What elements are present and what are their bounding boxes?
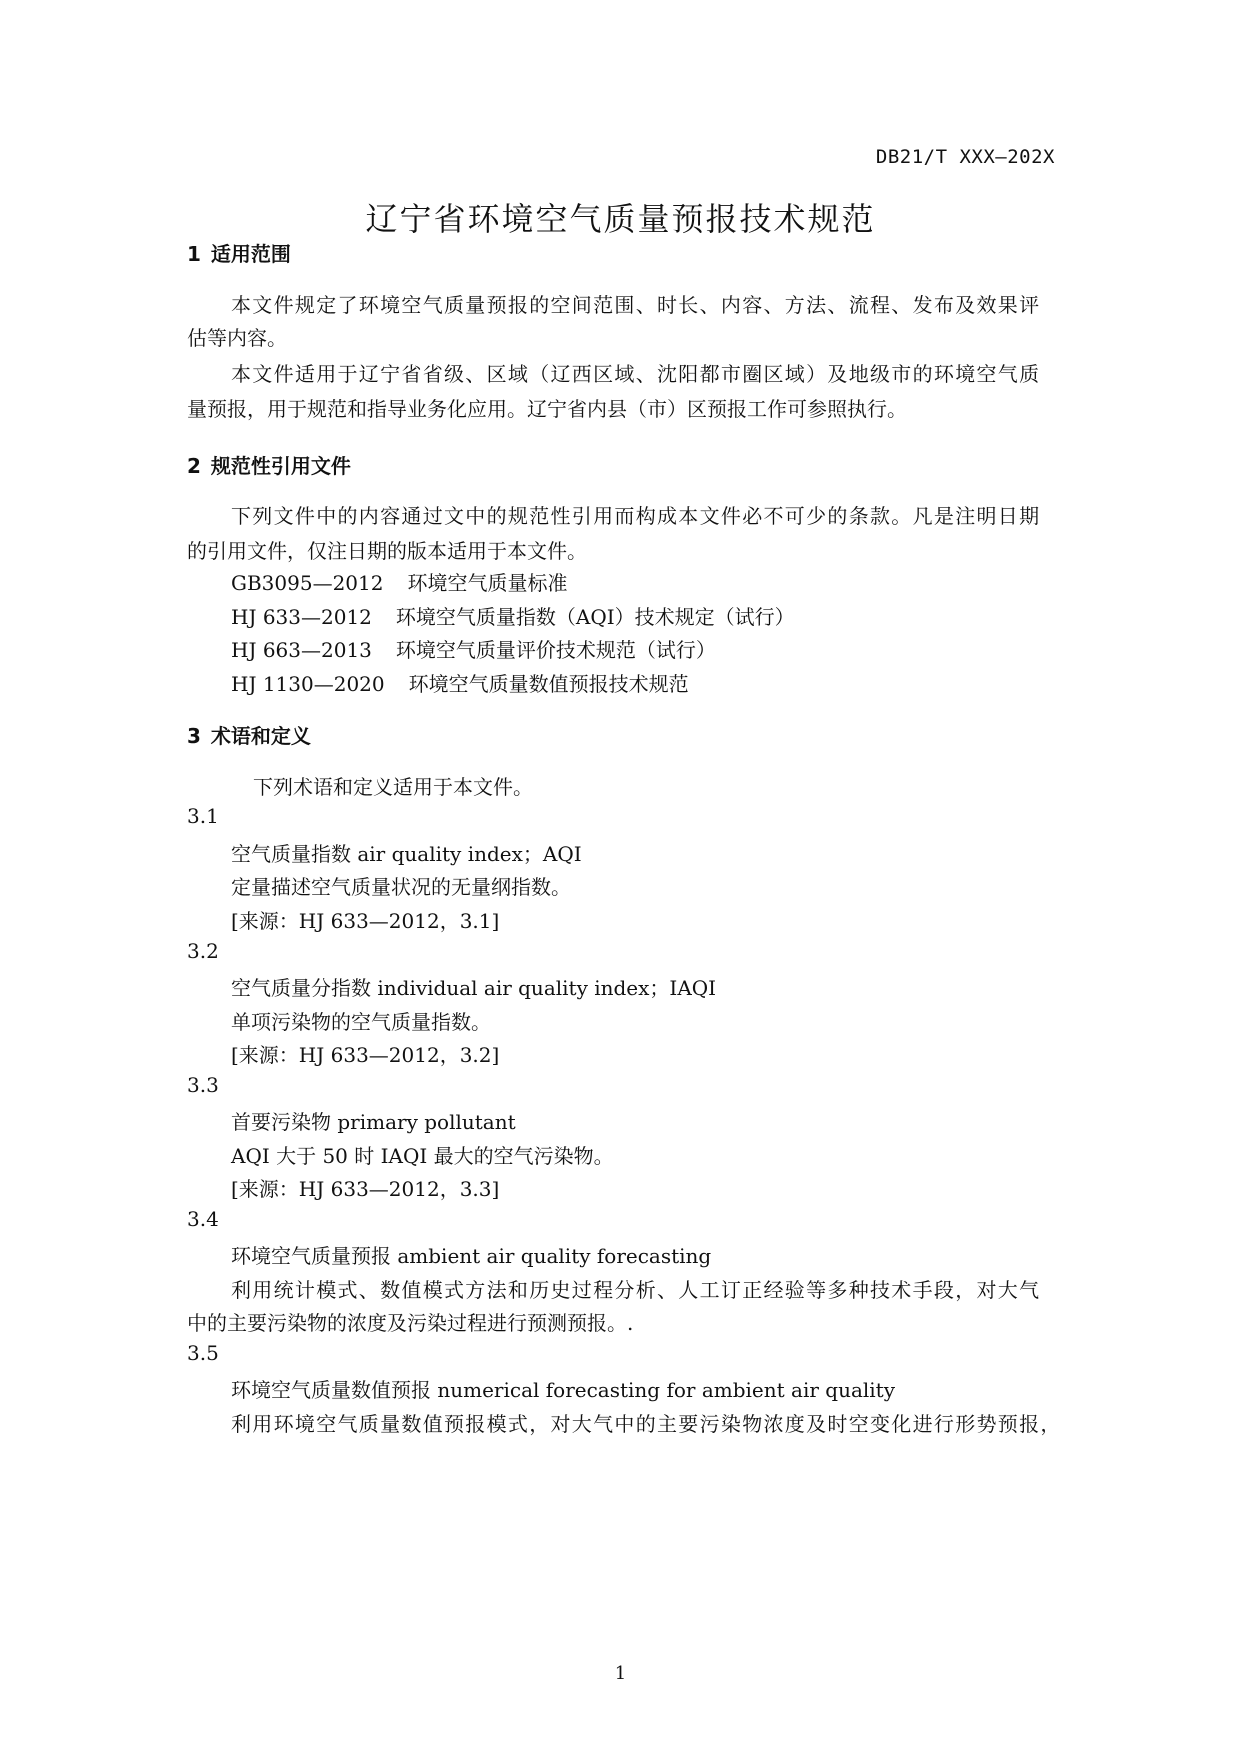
section-2-heading xyxy=(187,450,351,479)
term-name: 空气质量指数 xyxy=(231,842,351,866)
paragraph-line: 估等内容。 xyxy=(187,326,287,350)
document-title: 辽宁省环境空气质量预报技术规范 xyxy=(365,200,876,238)
term-name: 空气质量分指数 xyxy=(231,976,371,1000)
section-number: 3 xyxy=(187,724,201,748)
document-code: DB21/T XXX—202X xyxy=(875,146,1055,168)
section-number: 1 xyxy=(187,242,201,266)
term-heading xyxy=(231,838,582,867)
section-title: 规范性引用文件 xyxy=(210,454,351,478)
paragraph-line: 下列文件中的内容通过文中的规范性引用而构成本文件必不可少的条款。凡是注明日期 xyxy=(231,504,1041,528)
reference-item xyxy=(231,634,716,663)
page-number: 1 xyxy=(614,1663,627,1684)
term-name: 首要污染物 xyxy=(231,1110,331,1134)
term-english: numerical forecasting for ambient air quality xyxy=(437,1378,895,1402)
section-1-heading xyxy=(187,238,291,267)
term-name: 环境空气质量预报 xyxy=(231,1244,391,1268)
term-english: ambient air quality forecasting xyxy=(397,1244,712,1268)
reference-item xyxy=(231,668,689,697)
paragraph-line: 本文件规定了环境空气质量预报的空间范围、时长、内容、方法、流程、发布及效果评 xyxy=(231,293,1041,317)
reference-code: HJ 1130—2020 xyxy=(231,672,385,696)
reference-name: 环境空气质量标准 xyxy=(407,571,568,595)
term-english: air quality index；AQI xyxy=(357,842,582,866)
term-heading xyxy=(231,1240,711,1269)
section-number: 2 xyxy=(187,454,201,478)
term-number: 3.3 xyxy=(187,1073,219,1097)
reference-name: 环境空气质量数值预报技术规范 xyxy=(408,672,689,696)
term-definition: 定量描述空气质量状况的无量纲指数。 xyxy=(231,875,571,899)
term-english: primary pollutant xyxy=(337,1110,516,1134)
term-source: [来源：HJ 633—2012，3.2] xyxy=(231,1043,500,1067)
term-definition: 利用统计模式、数值模式方法和历史过程分析、人工订正经验等多种技术手段，对大气 xyxy=(231,1278,1041,1302)
section-3-heading xyxy=(187,720,311,749)
term-number: 3.4 xyxy=(187,1207,219,1231)
paragraph-line: 的引用文件，仅注日期的版本适用于本文件。 xyxy=(187,539,587,563)
section-title: 适用范围 xyxy=(210,242,291,266)
reference-code: GB3095—2012 xyxy=(231,571,384,595)
term-definition: AQI 大于 50 时 IAQI 最大的空气污染物。 xyxy=(231,1144,614,1168)
term-heading xyxy=(231,972,716,1001)
reference-code: HJ 663—2013 xyxy=(231,638,372,662)
term-definition: 利用环境空气质量数值预报模式，对大气中的主要污染物浓度及时空变化进行形势预报， xyxy=(231,1412,1062,1436)
reference-name: 环境空气质量评价技术规范（试行） xyxy=(395,638,716,662)
term-english: individual air quality index；IAQI xyxy=(377,976,717,1000)
term-heading xyxy=(231,1374,895,1403)
reference-name: 环境空气质量指数（AQI）技术规定（试行） xyxy=(395,605,795,629)
term-definition: 单项污染物的空气质量指数。 xyxy=(231,1010,491,1034)
term-name: 环境空气质量数值预报 xyxy=(231,1378,431,1402)
paragraph-line: 本文件适用于辽宁省省级、区域（辽西区域、沈阳都市圈区域）及地级市的环境空气质 xyxy=(231,362,1041,386)
paragraph-line: 下列术语和定义适用于本文件。 xyxy=(253,775,533,799)
term-source: [来源：HJ 633—2012，3.3] xyxy=(231,1177,500,1201)
reference-code: HJ 633—2012 xyxy=(231,605,372,629)
term-number: 3.5 xyxy=(187,1341,219,1365)
term-heading xyxy=(231,1106,516,1135)
term-number: 3.2 xyxy=(187,939,219,963)
reference-item xyxy=(231,567,567,596)
paragraph-line: 量预报，用于规范和指导业务化应用。辽宁省内县（市）区预报工作可参照执行。 xyxy=(187,397,907,421)
reference-item xyxy=(231,601,795,630)
term-source: [来源：HJ 633—2012，3.1] xyxy=(231,909,500,933)
term-definition: 中的主要污染物的浓度及污染过程进行预测预报。. xyxy=(187,1311,634,1335)
section-title: 术语和定义 xyxy=(210,724,311,748)
term-number: 3.1 xyxy=(187,804,219,828)
